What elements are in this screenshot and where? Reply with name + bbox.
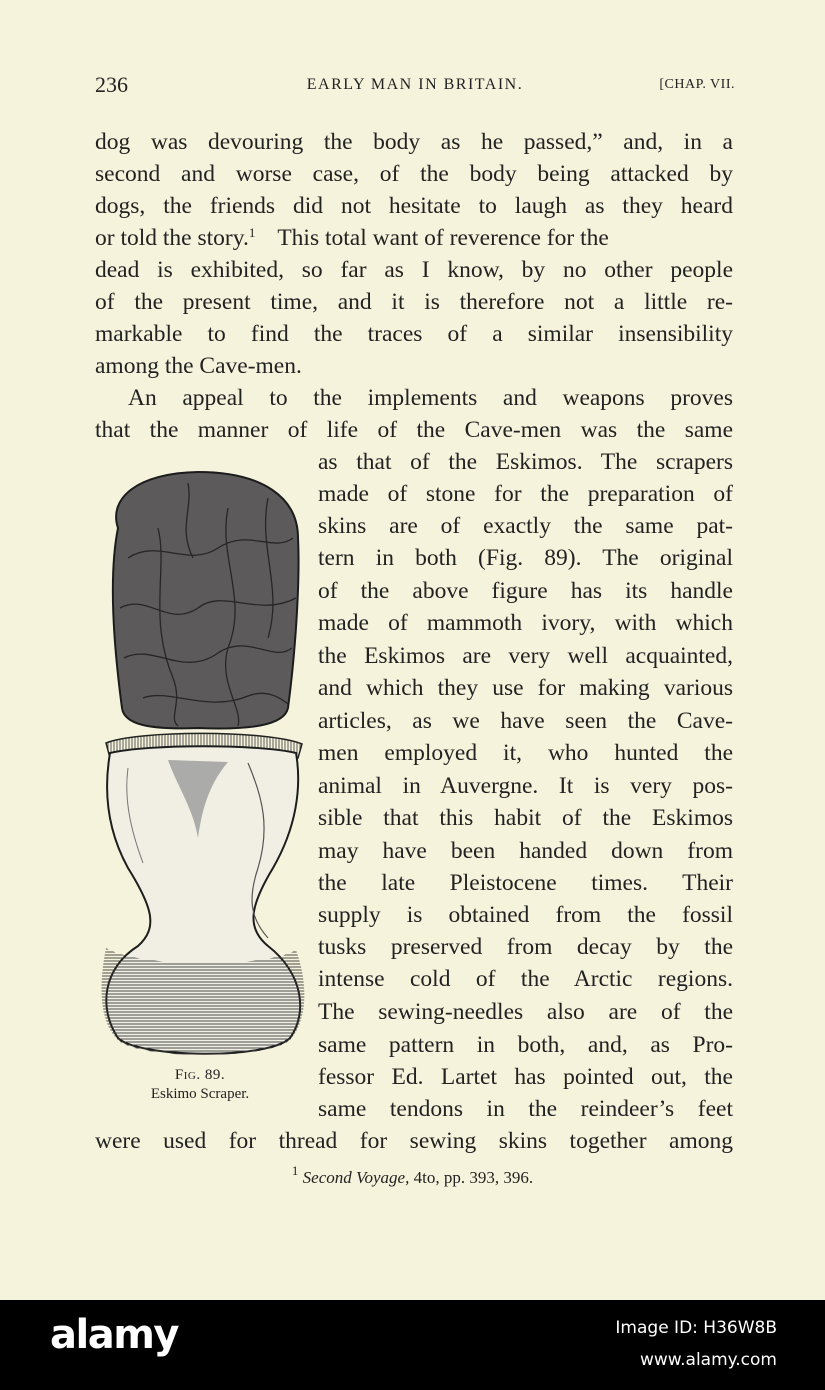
site-url: www.alamy.com [639, 1350, 777, 1370]
eskimo-scraper-illustration [98, 468, 306, 1064]
text-line: sible that this habit of the Eskimos [318, 805, 733, 831]
text-line: The sewing-needles also are of the [318, 999, 733, 1025]
footnote [0, 1163, 825, 1188]
text-line: among the Cave-men. [95, 353, 302, 379]
stone-head [113, 472, 299, 728]
footnote-marker: 1 [291, 1163, 299, 1178]
footnote-title: Second Voyage, [302, 1168, 410, 1187]
figure-caption: Eskimo Scraper. [150, 1086, 250, 1102]
footnote-text: 4to, pp. 393, 396. [413, 1168, 534, 1187]
text-line: of the above figure has its handle [318, 578, 733, 604]
text-line: men employed it, who hunted the [318, 740, 733, 766]
figure-number: Fig. 89. [174, 1067, 226, 1083]
text-fragment: or told the story. [95, 225, 249, 251]
alamy-logo: alamy [50, 1312, 178, 1358]
text-line: same tendons in the reindeer’s feet [318, 1096, 733, 1122]
text-line: and which they use for making various [318, 675, 733, 701]
footnote-reference: 1 [248, 225, 256, 240]
text-line: fessor Ed. Lartet has pointed out, the [318, 1064, 733, 1090]
image-id: Image ID: H36W8B [615, 1318, 777, 1338]
text-line: animal in Auvergne. It is very pos- [318, 773, 733, 799]
text-line: dead is exhibited, so far as I know, by no other people [95, 257, 733, 283]
text-line: second and worse case, of the body being attacked by [95, 161, 733, 187]
text-line: the Eskimos are very well acquainted, [318, 643, 733, 669]
text-line: same pattern in both, and, as Pro- [318, 1032, 733, 1058]
text-line: articles, as we have seen the Cave- [318, 708, 733, 734]
text-line: made of mammoth ivory, with which [318, 610, 733, 636]
text-line: as that of the Eskimos. The scrapers [318, 449, 733, 475]
text-line: that the manner of life of the Cave-men was the same [95, 417, 733, 443]
text-line: tusks preserved from decay by the [318, 934, 733, 960]
text-line: dogs, the friends did not hesitate to laugh as they heard [95, 193, 733, 219]
text-line: made of stone for the preparation of [318, 481, 733, 507]
text-line: may have been handed down from [318, 838, 733, 864]
page-number: 236 [95, 72, 128, 97]
running-header [95, 72, 735, 102]
text-line: tern in both (Fig. 89). The original [318, 545, 733, 571]
text-line: skins are of exactly the same pat- [318, 513, 733, 539]
text-line: An appeal to the implements and weapons proves [128, 385, 733, 411]
text-line: the late Pleistocene times. Their [318, 870, 733, 896]
running-title: EARLY MAN IN BRITAIN. [306, 76, 524, 93]
text-line: of the present time, and it is therefore not a little re- [95, 289, 733, 315]
text-line: dog was devouring the body as he passed,” and, in a [95, 129, 733, 155]
text-line: intense cold of the Arctic regions. [318, 966, 733, 992]
chapter-label: [CHAP. VII. [659, 77, 735, 92]
text-fragment: This total want of reverence for the [277, 225, 609, 251]
text-line: markable to find the traces of a similar insensibility [95, 321, 733, 347]
watermark-banner [0, 1300, 825, 1390]
text-line: were used for thread for sewing skins together among [95, 1128, 733, 1154]
text-line [95, 222, 733, 254]
text-line: supply is obtained from the fossil [318, 902, 733, 928]
